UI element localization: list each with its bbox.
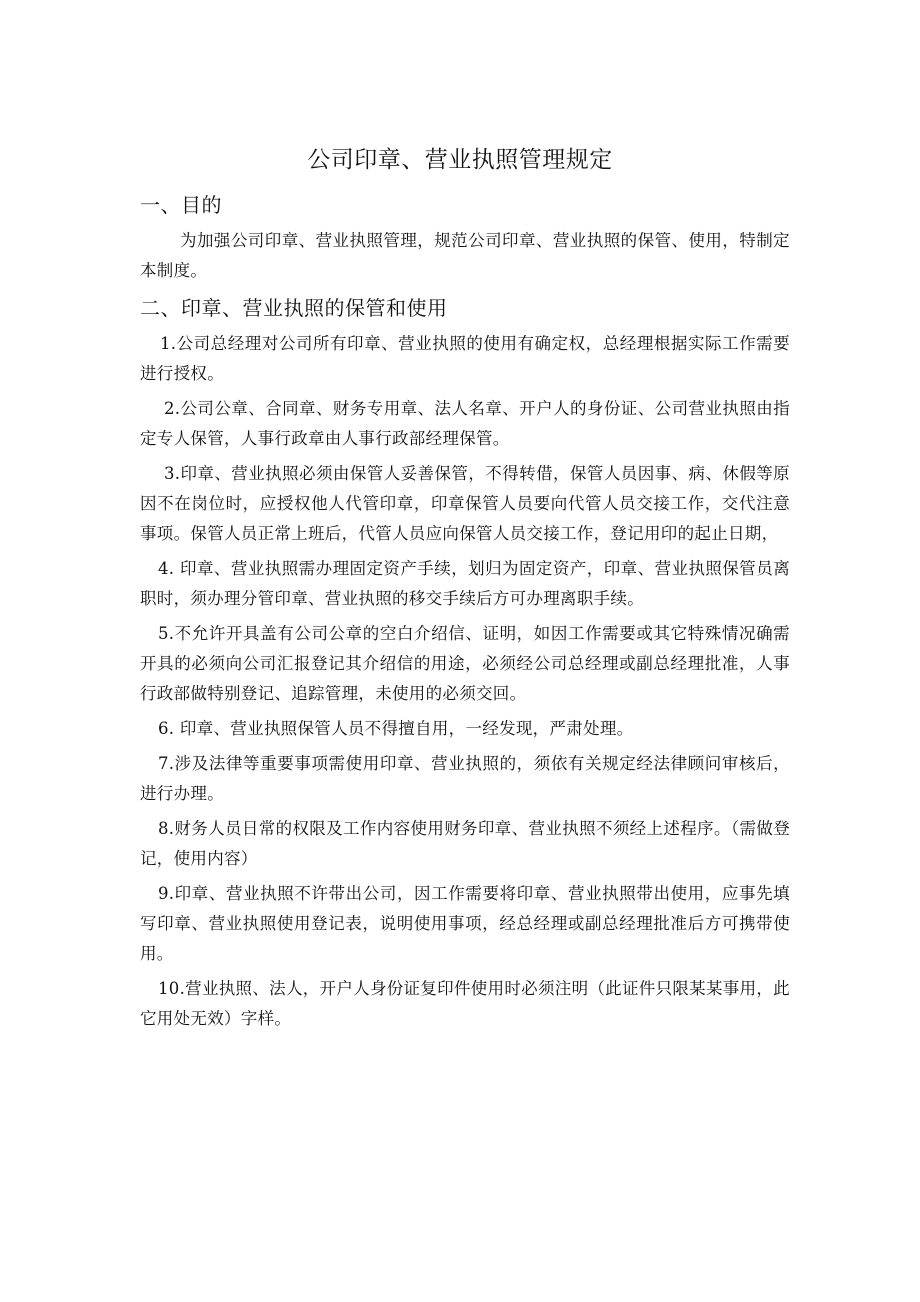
paragraph-item-7: 7.涉及法律等重要事项需使用印章、营业执照的，须依有关规定经法律顾问审核后，进行办理。 (140, 754, 790, 803)
paragraph-purpose: 为加强公司印章、营业执照管理，规范公司印章、营业执照的保管、使用，特制定本制度。 (140, 231, 790, 280)
paragraph-item-1: 1.公司总经理对公司所有印章、营业执照的使用有确定权，总经理根据实际工作需要进行授权。 (140, 334, 790, 383)
paragraph-item-5: 5.不允许开具盖有公司公章的空白介绍信、证明，如因工作需要或其它特殊情况确需开具的必须向公司汇报登记其介绍信的用途，必须经公司总经理或副总经理批准，人事行政部做特别登记、追踪管理，未使用的必须交回。 (140, 624, 790, 703)
document-title: 公司印章、营业执照管理规定 (307, 147, 613, 173)
paragraph-item-9: 9.印章、营业执照不许带出公司，因工作需要将印章、营业执照带出使用，应事先填写印章、营业执照使用登记表，说明使用事项，经总经理或副总经理批准后方可携带使用。 (140, 884, 790, 963)
paragraph-item-2: 2.公司公章、合同章、财务专用章、法人名章、开户人的身份证、公司营业执照由指定专人保管，人事行政章由人事行政部经理保管。 (140, 399, 790, 448)
paragraph-item-10: 10.营业执照、法人，开户人身份证复印件使用时必须注明（此证件只限某某事用，此它用处无效）字样。 (140, 979, 790, 1028)
section-heading-purpose: 一、目的 (140, 193, 222, 217)
paragraph-item-4: 4. 印章、营业执照需办理固定资产手续，划归为固定资产，印章、营业执照保管员离职时，须办理分管印章、营业执照的移交手续后方可办理离职手续。 (140, 559, 790, 608)
section-heading-custody-usage: 二、印章、营业执照的保管和使用 (140, 296, 448, 320)
paragraph-item-3: 3.印章、营业执照必须由保管人妥善保管，不得转借，保管人员因事、病、休假等原因不在岗位时，应授权他人代管印章，印章保管人员要向代管人员交接工作，交代注意事项。保管人员正常上班后，代管人员应向保管人员交接工作，登记用印的起止日期， (140, 464, 790, 543)
paragraph-item-6: 6. 印章、营业执照保管人员不得擅自用，一经发现，严肃处理。 (158, 719, 634, 738)
document-body (140, 188, 790, 1039)
paragraph-item-8: 8.财务人员日常的权限及工作内容使用财务印章、营业执照不须经上述程序。（需做登记，使用内容） (140, 819, 790, 868)
